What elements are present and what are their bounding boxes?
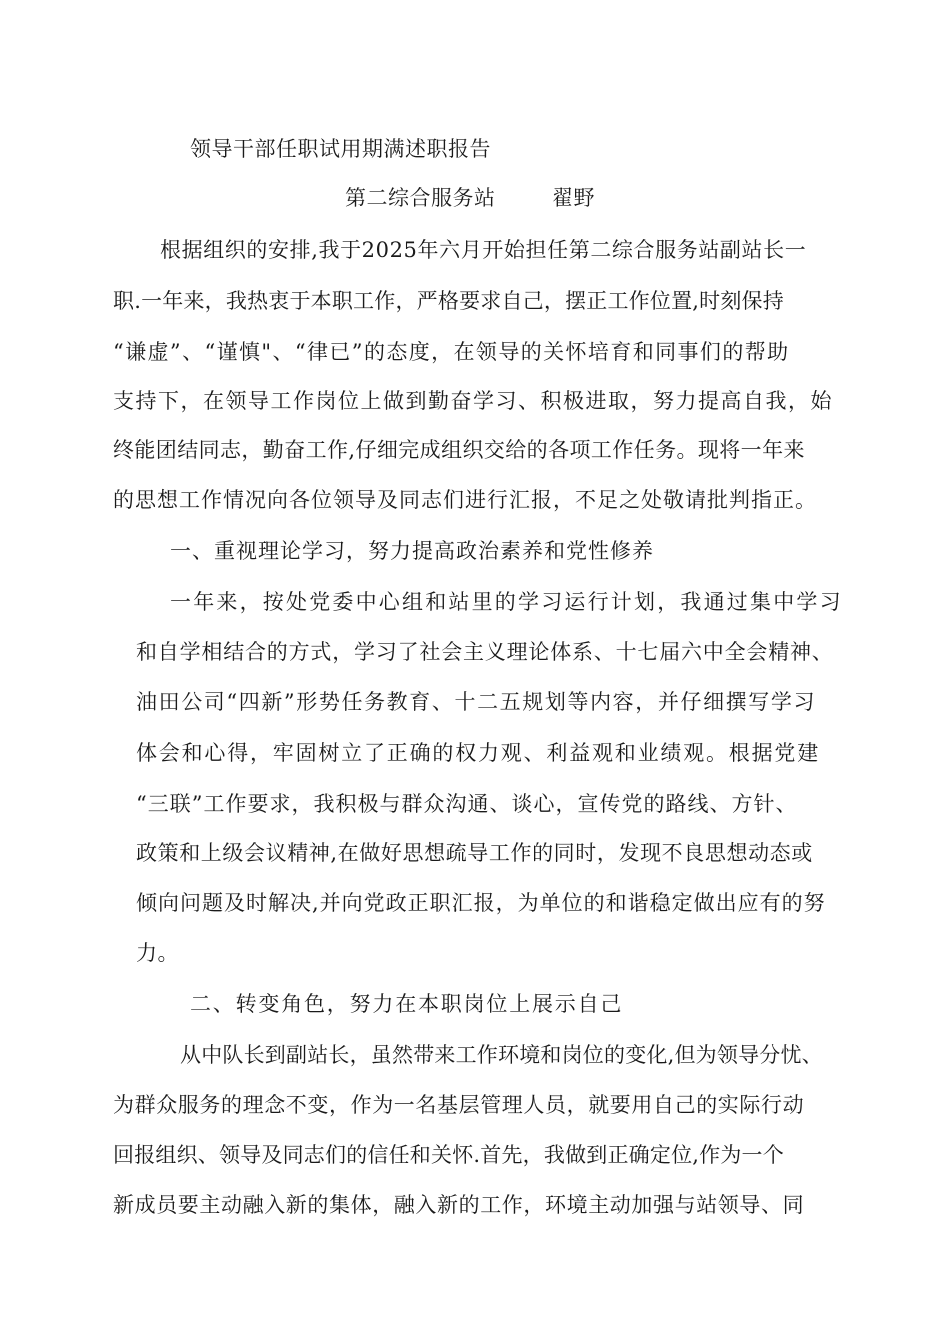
section1-line-2: 和自学相结合的方式，学习了社会主义理论体系、十七届六中全会精神、	[136, 640, 834, 664]
section1-heading: 一、重视理论学习，努力提高政治素养和党性修养	[170, 539, 654, 563]
intro-line-6: 的思想工作情况向各位领导及同志们进行汇报，不足之处敬请批判指正。	[113, 488, 817, 512]
section2-line-4: 新成员要主动融入新的集体，融入新的工作，环境主动加强与站领导、同	[113, 1193, 805, 1217]
section1-line-1: 一年来，按处党委中心组和站里的学习运行计划，我通过集中学习	[170, 590, 843, 614]
intro-line-4: 支持下，在领导工作岗位上做到勤奋学习、积极进取，努力提高自我，始	[113, 389, 833, 413]
section1-line-4: 体会和心得，牢固树立了正确的权力观、利益观和业绩观。根据党建	[136, 741, 820, 765]
section2-line-2: 为群众服务的理念不变，作为一名基层管理人员，就要用自己的实际行动	[113, 1093, 805, 1117]
intro-line-5: 终能团结同志，勤奋工作,仔细完成组织交给的各项工作任务。现将一年来	[113, 438, 805, 462]
intro-line-2: 职.一年来，我热衷于本职工作，严格要求自己，摆正工作位置,时刻保持	[113, 289, 784, 313]
intro-line-3: “谦虚”、“谨慎"、“律已”的态度，在领导的关怀培育和同事们的帮助	[113, 340, 790, 364]
section1-line-3: 油田公司“四新”形势任务教育、十二五规划等内容，并仔细撰写学习	[136, 690, 817, 714]
author-name: 翟野	[552, 186, 595, 210]
section2-line-3: 回报组织、领导及同志们的信任和关怀.首先，我做到正确定位,作为一个	[113, 1143, 784, 1167]
section1-line-8: 力。	[136, 941, 179, 965]
section2-heading: 二、转变角色，努力在本职岗位上展示自己	[190, 992, 624, 1016]
section1-line-6: 政策和上级会议精神,在做好思想疏导工作的同时，发现不良思想动态或	[136, 841, 813, 865]
author-unit: 第二综合服务站	[345, 186, 496, 210]
section1-line-5: “三联”工作要求，我积极与群众沟通、谈心，宣传党的路线、方针、	[136, 792, 798, 816]
section2-line-1: 从中队长到副站长，虽然带来工作环境和岗位的变化,但为领导分忧、	[180, 1043, 823, 1067]
section1-line-7: 倾向问题及时解决,并向党政正职汇报，为单位的和谐稳定做出应有的努	[136, 891, 826, 915]
intro-line-1: 根据组织的安排,我于2025年六月开始担任第二综合服务站副站长一	[160, 238, 807, 262]
document-title: 领导干部任职试用期满述职报告	[190, 137, 491, 161]
